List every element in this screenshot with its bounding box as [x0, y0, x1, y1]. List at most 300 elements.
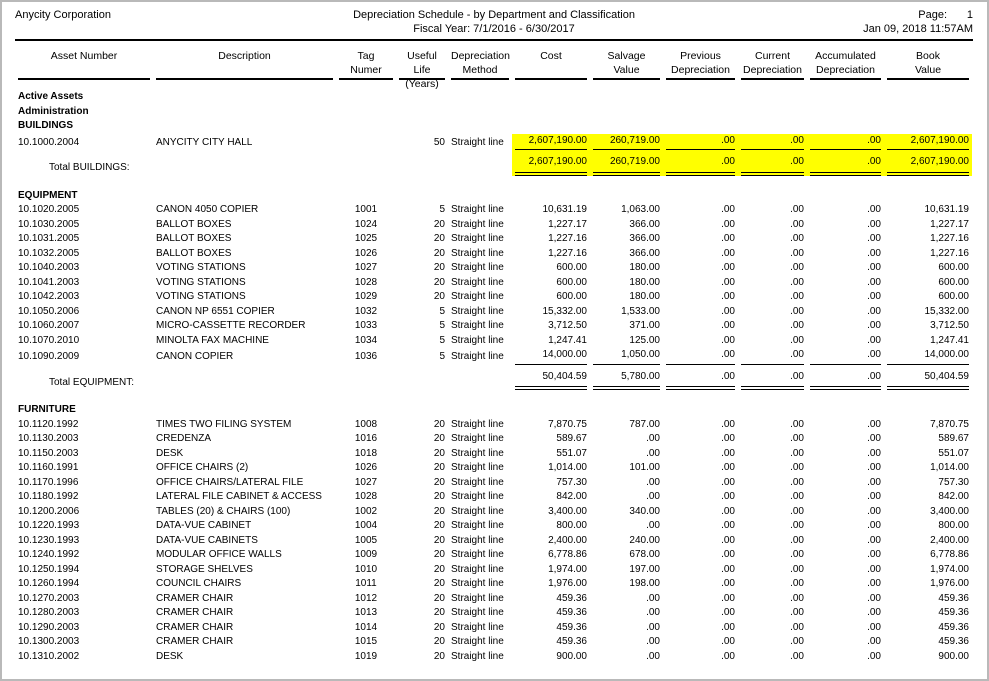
cell-value: DATA-VUE CABINETS [156, 534, 258, 546]
column-header-previous-depreciation [663, 48, 738, 80]
cell-value: 1011 [355, 578, 377, 589]
table-row [15, 305, 972, 320]
cell-depreciation-method [448, 447, 512, 462]
cell-value: .00 [790, 476, 804, 488]
cell-value: .00 [646, 607, 660, 618]
cell-value: 1002 [354, 505, 378, 517]
cell-description [153, 319, 336, 334]
cell-asset-number [15, 563, 153, 578]
cell-depreciation-method [448, 606, 512, 621]
cell-depreciation-method [448, 432, 512, 447]
cell-value: Straight line [451, 636, 504, 647]
column-header-line1: Accumulated [815, 50, 876, 62]
cell-value: .00 [867, 433, 881, 444]
cell-book-value [884, 432, 972, 447]
cell-value: .00 [721, 276, 735, 288]
cell-value: 1010 [354, 563, 378, 575]
cell-value: MODULAR OFFICE WALLS [156, 549, 282, 560]
cell-useful-life [396, 635, 448, 650]
cell-value: .00 [790, 592, 804, 604]
column-header-line2: Numer [350, 64, 382, 76]
cell-value: VOTING STATIONS [156, 262, 246, 273]
column-header-line2: Depreciation [743, 64, 802, 76]
cell-value: Straight line [451, 218, 504, 230]
section-header [15, 189, 972, 204]
cell-value: .00 [646, 491, 660, 502]
cell-value: .00 [867, 262, 881, 273]
cell-value: 20 [433, 578, 445, 589]
section-header-label: FURNITURE [18, 404, 76, 415]
column-header-line1: Previous [680, 50, 721, 62]
cell-asset-number [15, 592, 153, 607]
cell-value: Straight line [451, 291, 504, 302]
cell-value: .00 [646, 621, 660, 633]
cell-tag-number [336, 447, 396, 462]
cell-useful-life [396, 505, 448, 520]
cell-accumulated-depreciation [807, 461, 884, 476]
group-header-row [15, 105, 972, 120]
cell-salvage-value [590, 290, 663, 305]
cell-accumulated-depreciation [807, 203, 884, 218]
cell-cost [512, 519, 590, 534]
column-header-line1: Description [218, 50, 271, 62]
cell-value: BALLOT BOXES [156, 218, 232, 230]
cell-current-depreciation [738, 290, 807, 305]
cell-value: 842.00 [938, 491, 969, 502]
cell-previous-depreciation [663, 592, 738, 607]
cell-value: Straight line [451, 491, 504, 502]
total-cell-book-value [884, 155, 972, 176]
cell-tag-number [336, 563, 396, 578]
cell-book-value [884, 606, 972, 621]
cell-value: 180.00 [629, 291, 660, 302]
cell-book-value [884, 276, 972, 291]
cell-book-value [884, 447, 972, 462]
cell-value: 1027 [354, 476, 378, 488]
spacer-cell [512, 176, 972, 189]
section-header [15, 403, 972, 418]
cell-cost [512, 505, 590, 520]
cell-value: 1,227.16 [930, 233, 969, 244]
cell-depreciation-method [448, 290, 512, 305]
cell-current-depreciation [738, 261, 807, 276]
cell-value: .00 [721, 549, 735, 560]
table-row [15, 261, 972, 276]
cell-current-depreciation [738, 606, 807, 621]
group-header [15, 90, 972, 105]
column-header-line1: Salvage [607, 50, 646, 62]
cell-value: 3,712.50 [930, 320, 969, 331]
cell-value: 1026 [354, 462, 378, 473]
cell-current-depreciation [738, 577, 807, 592]
cell-value: ANYCITY CITY HALL [156, 136, 253, 148]
cell-salvage-value [590, 418, 663, 433]
cell-value: 20 [433, 549, 445, 560]
cell-cost [512, 334, 590, 349]
total-value: .00 [666, 155, 735, 176]
cell-value: 459.36 [556, 592, 587, 604]
cell-description [153, 548, 336, 563]
cell-value: 20 [433, 247, 445, 259]
cell-accumulated-depreciation [807, 290, 884, 305]
column-header-line1: Book [916, 50, 940, 62]
cell-salvage-value [590, 348, 663, 365]
cell-value: .00 [721, 534, 735, 546]
cell-book-value [884, 548, 972, 563]
cell-salvage-value [590, 592, 663, 607]
cell-value: .00 [646, 447, 660, 459]
total-value: .00 [666, 370, 735, 391]
cell-cost [512, 577, 590, 592]
cell-book-value [884, 319, 972, 334]
cell-value: 366.00 [629, 233, 660, 244]
cell-tag-number [336, 432, 396, 447]
cell-salvage-value [590, 305, 663, 320]
cell-value: .00 [721, 476, 735, 488]
cell-useful-life [396, 203, 448, 218]
cell-value: CRAMER CHAIR [156, 636, 234, 647]
cell-asset-number [15, 290, 153, 305]
section-header-label: BUILDINGS [18, 120, 73, 131]
cell-value: .00 [867, 636, 881, 647]
cell-useful-life [396, 476, 448, 491]
cell-depreciation-method [448, 461, 512, 476]
total-value: .00 [810, 155, 881, 176]
cell-value: .00 [790, 291, 804, 302]
cell-value: 10.1300.2003 [18, 636, 80, 647]
cell-description [153, 305, 336, 320]
cell-previous-depreciation [663, 134, 738, 151]
cell-asset-number [15, 461, 153, 476]
cell-value: 10,631.19 [924, 204, 969, 215]
cell-current-depreciation [738, 418, 807, 433]
cell-value: 900.00 [556, 650, 587, 662]
cell-description [153, 461, 336, 476]
cell-accumulated-depreciation [807, 305, 884, 320]
cell-value: .00 [867, 578, 881, 589]
cell-value: Straight line [451, 621, 504, 633]
cell-book-value [884, 261, 972, 276]
cell-useful-life [396, 218, 448, 233]
cell-book-value [884, 621, 972, 636]
cell-salvage-value [590, 548, 663, 563]
cell-value: .00 [867, 418, 881, 430]
cell-accumulated-depreciation [807, 247, 884, 262]
cell-value: 6,778.86 [930, 549, 969, 560]
table-row [15, 490, 972, 505]
cell-value: .00 [790, 607, 804, 618]
cell-salvage-value [590, 563, 663, 578]
cell-value: .00 [790, 233, 804, 244]
cell-value: 10,631.19 [542, 204, 587, 215]
cell-current-depreciation [738, 548, 807, 563]
cell-value: 1029 [354, 291, 378, 302]
table-row [15, 432, 972, 447]
cell-depreciation-method [448, 261, 512, 276]
cell-useful-life [396, 247, 448, 262]
group-header-label: Active Assets [18, 91, 84, 102]
cell-value: 20 [433, 276, 445, 288]
cell-cost [512, 276, 590, 291]
cell-description [153, 534, 336, 549]
cell-value: 1028 [354, 276, 378, 288]
cell-value: 180.00 [629, 262, 660, 273]
cell-asset-number [15, 432, 153, 447]
cell-value: 1025 [354, 233, 378, 244]
section-header-label: EQUIPMENT [18, 189, 78, 201]
cell-depreciation-method [448, 519, 512, 534]
cell-value: 600.00 [938, 262, 969, 273]
cell-salvage-value [590, 505, 663, 520]
spacer-row [15, 390, 972, 403]
cell-value: 551.07 [938, 447, 969, 459]
cell-value: 1,976.00 [548, 578, 587, 589]
spacer-row [15, 80, 972, 90]
cell-value: .00 [867, 520, 881, 531]
cell-value: 10.1030.2005 [18, 218, 80, 230]
section-header-row [15, 189, 972, 204]
cell-description [153, 432, 336, 447]
cell-depreciation-method [448, 134, 512, 151]
cell-asset-number [15, 476, 153, 491]
cell-value: 340.00 [629, 505, 660, 517]
cell-value: 1013 [354, 607, 378, 618]
cell-useful-life [396, 592, 448, 607]
cell-value: .00 [867, 204, 881, 215]
total-value: .00 [741, 155, 804, 176]
table-row [15, 548, 972, 563]
cell-value: 10.1040.2003 [18, 262, 80, 273]
table-row [15, 592, 972, 607]
cell-description [153, 261, 336, 276]
cell-description [153, 577, 336, 592]
cell-value: 260,719.00 [593, 134, 660, 151]
total-value: .00 [810, 370, 881, 391]
cell-useful-life [396, 548, 448, 563]
cell-value: 1,247.41 [548, 334, 587, 346]
cell-useful-life [396, 319, 448, 334]
cell-book-value [884, 232, 972, 247]
cell-value: .00 [790, 433, 804, 444]
cell-current-depreciation [738, 476, 807, 491]
cell-useful-life [396, 563, 448, 578]
cell-description [153, 447, 336, 462]
total-label-cell [15, 370, 512, 391]
cell-cost [512, 447, 590, 462]
cell-accumulated-depreciation [807, 218, 884, 233]
cell-tag-number [336, 334, 396, 349]
cell-value: 900.00 [938, 650, 969, 662]
cell-salvage-value [590, 276, 663, 291]
cell-value: Straight line [451, 462, 504, 473]
cell-value: 551.07 [556, 447, 587, 459]
cell-asset-number [15, 348, 153, 365]
cell-value: .00 [790, 276, 804, 288]
cell-value: .00 [790, 218, 804, 230]
cell-value: .00 [867, 621, 881, 633]
cell-value: 10.1031.2005 [18, 233, 80, 244]
cell-value: 842.00 [556, 491, 587, 502]
cell-salvage-value [590, 650, 663, 665]
cell-value: 6,778.86 [548, 549, 587, 560]
cell-value: .00 [741, 348, 804, 365]
cell-current-depreciation [738, 534, 807, 549]
cell-value: MINOLTA FAX MACHINE [156, 334, 269, 346]
cell-accumulated-depreciation [807, 319, 884, 334]
cell-value: 10.1120.1992 [18, 418, 79, 430]
total-label-cell [15, 155, 512, 176]
cell-current-depreciation [738, 461, 807, 476]
cell-value: 20 [433, 650, 445, 662]
cell-current-depreciation [738, 319, 807, 334]
table-row [15, 290, 972, 305]
cell-value: 371.00 [629, 320, 660, 331]
cell-value: .00 [721, 520, 735, 531]
cell-value: .00 [721, 218, 735, 230]
cell-value: CRAMER CHAIR [156, 621, 234, 633]
cell-book-value [884, 534, 972, 549]
cell-cost [512, 432, 590, 447]
cell-value: .00 [721, 320, 735, 331]
cell-value: 7,870.75 [930, 418, 969, 430]
cell-previous-depreciation [663, 261, 738, 276]
total-cell-salvage-value [590, 155, 663, 176]
table-row [15, 218, 972, 233]
cell-book-value [884, 247, 972, 262]
cell-value: 459.36 [938, 607, 969, 618]
total-value: 50,404.59 [887, 370, 969, 391]
cell-accumulated-depreciation [807, 447, 884, 462]
cell-value: .00 [721, 650, 735, 662]
cell-value: 2,400.00 [548, 534, 587, 546]
cell-accumulated-depreciation [807, 476, 884, 491]
cell-current-depreciation [738, 203, 807, 218]
cell-value: .00 [721, 233, 735, 244]
cell-current-depreciation [738, 635, 807, 650]
cell-value: TIMES TWO FILING SYSTEM [156, 418, 292, 430]
cell-cost [512, 461, 590, 476]
cell-cost [512, 232, 590, 247]
cell-previous-depreciation [663, 476, 738, 491]
cell-salvage-value [590, 447, 663, 462]
cell-value: Straight line [451, 534, 504, 546]
cell-value: 10.1032.2005 [18, 247, 80, 259]
cell-value: 14,000.00 [515, 348, 587, 365]
cell-useful-life [396, 305, 448, 320]
cell-previous-depreciation [663, 563, 738, 578]
cell-value: .00 [790, 636, 804, 647]
cell-value: 1016 [354, 433, 378, 444]
cell-description [153, 348, 336, 365]
cell-value: 1027 [354, 262, 378, 273]
cell-value: .00 [721, 563, 735, 575]
cell-cost [512, 418, 590, 433]
cell-depreciation-method [448, 418, 512, 433]
cell-value: 10.1000.2004 [18, 136, 80, 148]
column-header-line2: Depreciation [671, 64, 730, 76]
cell-previous-depreciation [663, 577, 738, 592]
cell-value: .00 [790, 491, 804, 502]
cell-tag-number [336, 348, 396, 365]
cell-value: .00 [867, 563, 881, 575]
cell-asset-number [15, 203, 153, 218]
cell-depreciation-method [448, 534, 512, 549]
cell-salvage-value [590, 635, 663, 650]
cell-value: .00 [867, 334, 881, 346]
cell-value: .00 [721, 305, 735, 317]
cell-value: 459.36 [556, 607, 587, 618]
cell-value: Straight line [451, 418, 504, 430]
spacer-cell [15, 390, 512, 403]
cell-tag-number [336, 134, 396, 151]
cell-value: BALLOT BOXES [156, 247, 232, 259]
cell-previous-depreciation [663, 334, 738, 349]
cell-value: 10.1060.2007 [18, 320, 80, 331]
cell-tag-number [336, 232, 396, 247]
cell-asset-number [15, 261, 153, 276]
column-header-line2: Depreciation [816, 64, 875, 76]
cell-value: 678.00 [629, 549, 660, 560]
column-header-line1: Useful Life [407, 50, 437, 76]
cell-description [153, 218, 336, 233]
cell-value: 20 [433, 218, 445, 230]
cell-value: BALLOT BOXES [156, 233, 232, 244]
cell-tag-number [336, 548, 396, 563]
cell-value: Straight line [451, 433, 504, 444]
cell-value: 125.00 [629, 334, 660, 346]
cell-value: 1,533.00 [621, 305, 660, 317]
cell-salvage-value [590, 247, 663, 262]
table-row [15, 563, 972, 578]
cell-description [153, 621, 336, 636]
cell-asset-number [15, 232, 153, 247]
cell-asset-number [15, 447, 153, 462]
cell-tag-number [336, 203, 396, 218]
cell-value: 787.00 [629, 418, 660, 430]
total-label: Total BUILDINGS: [49, 162, 130, 173]
cell-useful-life [396, 461, 448, 476]
cell-value: 20 [433, 534, 445, 546]
section-header-row [15, 403, 972, 418]
cell-value: 1014 [354, 621, 378, 633]
cell-value: .00 [810, 134, 881, 151]
cell-value: .00 [721, 291, 735, 302]
cell-value: .00 [790, 505, 804, 517]
cell-salvage-value [590, 606, 663, 621]
cell-accumulated-depreciation [807, 621, 884, 636]
cell-value: 10.1180.1992 [18, 491, 79, 502]
cell-value: CANON NP 6551 COPIER [156, 305, 275, 317]
total-value: 5,780.00 [593, 370, 660, 391]
cell-value: 1,247.41 [930, 334, 969, 346]
cell-useful-life [396, 534, 448, 549]
cell-value: 1,063.00 [621, 204, 660, 215]
cell-value: .00 [867, 233, 881, 244]
cell-value: 366.00 [629, 218, 660, 230]
section-total-row [15, 370, 972, 391]
company-name: Anycity Corporation [15, 9, 111, 21]
cell-current-depreciation [738, 276, 807, 291]
cell-tag-number [336, 621, 396, 636]
table-row [15, 134, 972, 151]
cell-value: Straight line [451, 650, 504, 662]
cell-value: 2,400.00 [930, 534, 969, 546]
cell-accumulated-depreciation [807, 232, 884, 247]
cell-asset-number [15, 621, 153, 636]
total-cell-current-depreciation [738, 370, 807, 391]
cell-book-value [884, 563, 972, 578]
cell-value: .00 [721, 247, 735, 259]
